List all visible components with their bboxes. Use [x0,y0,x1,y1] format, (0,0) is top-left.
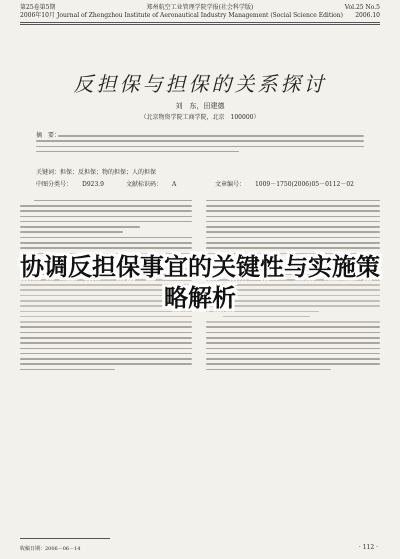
text-line [34,200,192,202]
text-line [206,332,380,334]
article-title: 反担保与担保的关系探讨 [73,72,327,96]
text-line [206,226,380,228]
overlay-headline: 协调反担保事宜的关键性与实施策略解析 [20,253,380,312]
keywords-value: 担保；反担保；物的担保；人的担保 [60,169,157,176]
text-line [206,200,380,202]
received-date: 收稿日期：2006－06－14 [20,546,81,552]
text-line [206,369,331,371]
text-line [20,205,192,207]
text-line [20,221,192,223]
text-line [206,205,380,207]
text-line [20,247,192,249]
keywords-label: 关键词： [36,169,61,176]
text-line [20,237,192,239]
text-line [206,337,380,339]
text-line [20,216,192,218]
abstract-label: 摘 要： [36,132,61,139]
abstract-block [36,131,364,156]
text-line [20,369,115,371]
text-line [206,348,380,350]
text-line [20,226,140,228]
header-journal-name: 郑州航空工业管理学院学报(社会科学版) Journal of Zhengzhou Institute of Aeronautical Industry Management (Social Science Edition) [57,4,343,19]
text-line [206,242,380,244]
page-number: · 112 · [358,544,378,551]
text-line [20,358,192,360]
article-affiliation: （北京物资学院工商学院，北京 100000） [140,114,260,121]
header-rule-top [20,22,380,23]
article-number-field: 文章编号： 1009－1750(2006)05－0112－02 [214,181,354,188]
keywords-row [36,167,364,176]
text-line [20,363,192,365]
footnote-rule [20,538,110,539]
text-line [20,337,192,339]
doc-code-field: 文献标识码： A [125,181,177,188]
text-line [206,237,380,239]
text-line [20,326,192,328]
text-line [20,342,192,344]
text-line [20,231,123,233]
abstract-text-line [36,151,239,153]
clc-field: 中图分类号： D923.9 [36,181,105,188]
header-volume-issue: 第25卷第5期 2006年10月 [20,4,56,19]
text-line [20,242,192,244]
article-authors: 刘 东，田建德 [175,102,225,110]
text-line [206,221,380,223]
header-rule-bottom [20,24,380,25]
abstract-text-line [36,140,364,142]
footnote [20,546,80,553]
text-line [20,348,192,350]
text-line [206,210,380,212]
abstract-text-line [58,135,364,137]
text-line [206,231,380,233]
classification-row [36,179,364,188]
abstract-text-line [36,146,364,148]
text-line [20,210,192,212]
text-line [206,358,380,360]
header-volume-en: Vol.25 No.5 2006.10 [344,4,380,19]
text-line [206,363,380,365]
text-line [20,353,192,355]
text-line [206,247,380,249]
text-line [206,326,380,328]
text-line [206,342,380,344]
text-line [206,353,380,355]
text-line [20,332,192,334]
text-line [206,216,380,218]
